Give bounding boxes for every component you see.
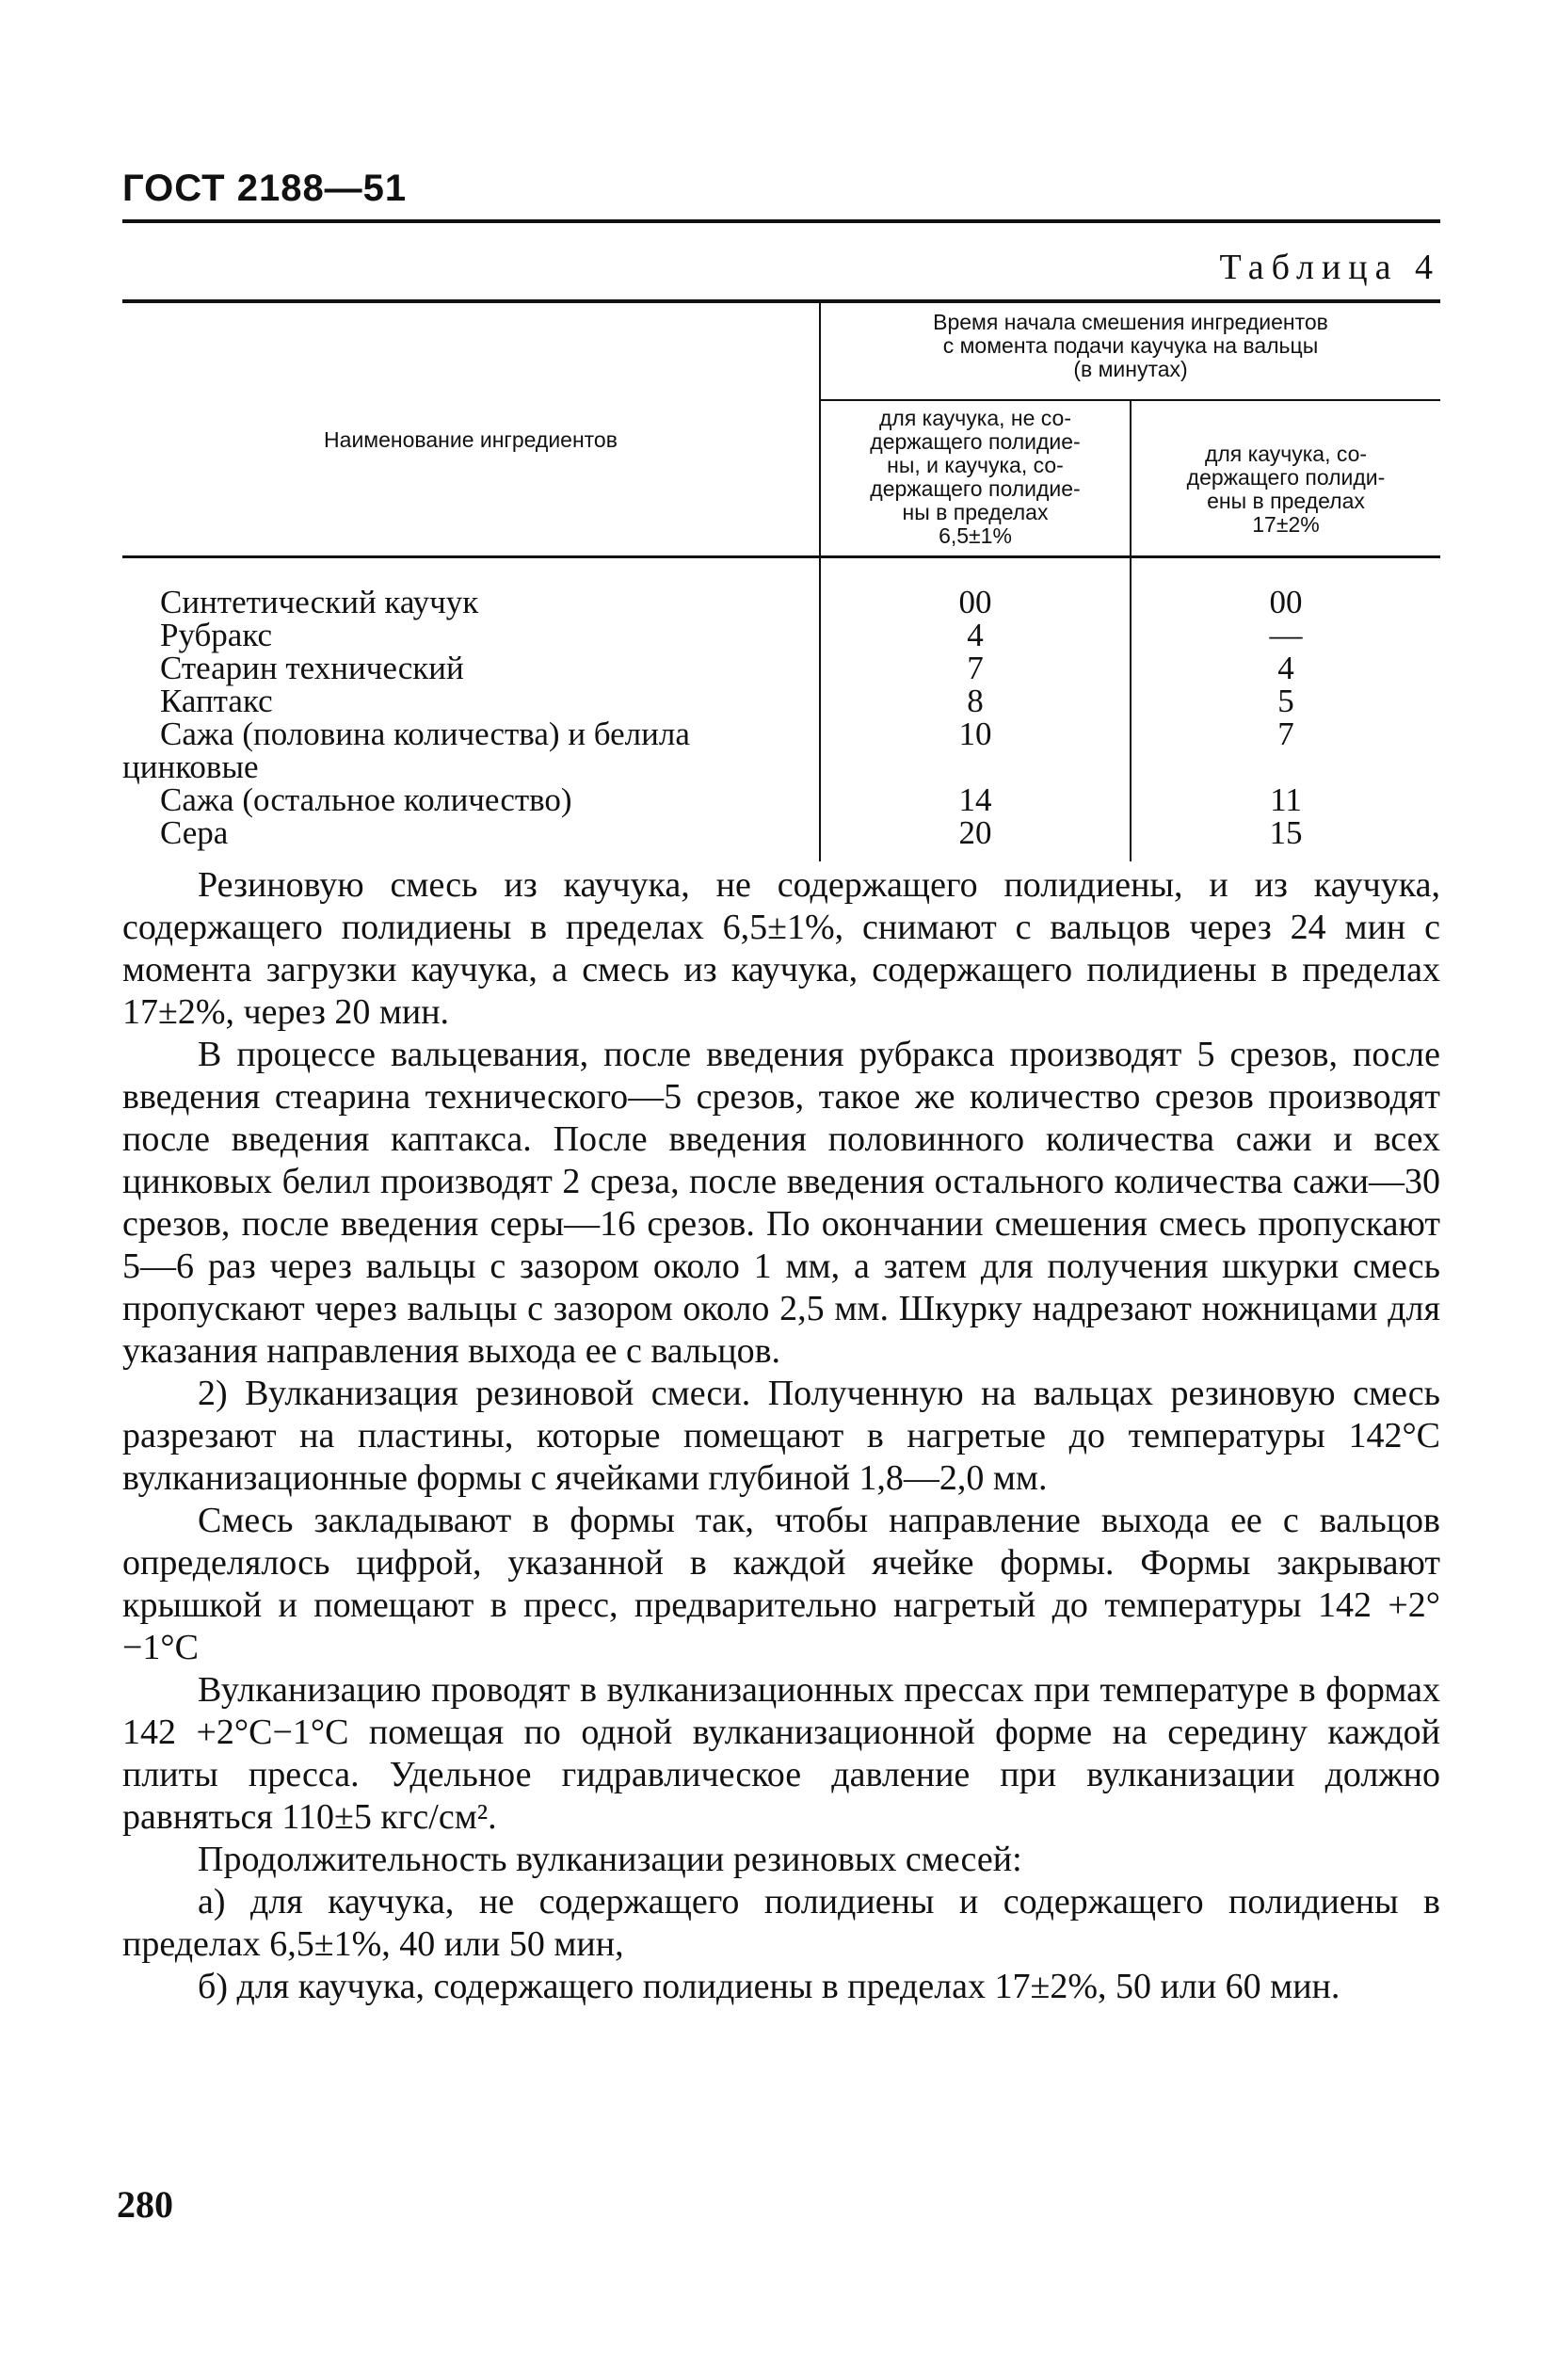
paragraph: Продолжительность вулканизации резиновых смесей:	[198, 1840, 1022, 1879]
time-value-col1: 00	[958, 584, 992, 620]
paragraph: б) для каучука, содержащего полидиены в пределах 17±2%, 50 или 60 мин.	[198, 1967, 1340, 2006]
time-value-col2: 00	[1269, 584, 1303, 620]
ingredient-name: Сажа (половина количества) и белила	[160, 716, 690, 752]
table-row	[122, 651, 1440, 684]
ingredient-name-continuation: цинковые	[122, 748, 259, 785]
page-number: 280	[117, 2183, 173, 2226]
time-value-col2: 4	[1277, 650, 1294, 686]
time-value-col2: 7	[1277, 716, 1294, 752]
paragraph: Резиновую смесь из каучука, не содержащего полидиены, и из каучука, содержащего полидиены в пределах 6,5±1%, снимают с вальцов через 24 мин с момента загрузки каучука, а смесь из каучука, содержащего полидиены в пределах 17±2%, через 20 мин.	[122, 865, 1440, 1032]
table-row	[122, 586, 1440, 619]
body-text	[122, 864, 1440, 2008]
table-row	[122, 816, 1440, 849]
paragraph: 2) Вулканизация резиновой смеси. Полученную на вальцах резиновую смесь разрезают на пластины, которые помещают в нагретые до температуры 142°С вулканизационные формы с ячейками глубиной 1,8—2,0 мм.	[122, 1374, 1440, 1498]
table-row	[122, 684, 1440, 717]
time-value-col1: 4	[967, 617, 984, 653]
table-header-col1: для каучука, не со- держащего полидие- ны, и каучука, со- держащего полидие- ны в пределах 6,5±1%	[870, 406, 1081, 548]
time-value-col2: 15	[1269, 814, 1303, 851]
table-row	[122, 783, 1440, 816]
time-value-col1: 14	[958, 781, 992, 818]
table-caption: Таблица 4	[1219, 248, 1440, 287]
paragraph: Смесь закладывают в формы так, чтобы направление выхода ее с вальцов определялось цифрой, указанной в каждой ячейке формы. Формы закрывают крышкой и помещают в пресс, предварительно нагретый до температуры 142 +2°−1°С	[122, 1501, 1440, 1667]
time-value-col2: —	[1269, 617, 1303, 653]
table-header-rule	[122, 555, 1440, 558]
ingredient-name: Рубракс	[160, 617, 273, 653]
time-value-col1: 7	[967, 650, 984, 686]
paragraph: В процессе вальцевания, после введения рубракса производят 5 срезов, после введения стеарина технического—5 срезов, такое же количество срезов производят после введения каптакса. После введения половинного количества сажи и всех цинковых белил производят 2 среза, после введения остального количества сажи—30 срезов, после введения серы—16 срезов. По окончании смешения смесь пропускают 5—6 раз через вальцы с зазором около 1 мм, а затем для получения шкурки смесь пропускают через вальцы с зазором около 2,5 мм. Шкурку надрезают ножницами для указания направления выхода ее с вальцов.	[122, 1035, 1440, 1371]
table-header-time: Время начала смешения ингредиентов с момента подачи каучука на вальцы (в минутах)	[933, 310, 1328, 381]
paragraph: Вулканизацию проводят в вулканизационных прессах при температуре в формах 142 +2°С−1°С помещая по одной вулканизационной форме на середину каждой плиты пресса. Удельное гидравлическое давление при вулканизации должно равняться 110±5 кгс/см².	[122, 1670, 1440, 1837]
time-value-col2: 11	[1270, 781, 1302, 818]
time-value-col2: 5	[1277, 683, 1294, 719]
document-header: ГОСТ 2188—51	[122, 168, 408, 209]
table-row	[122, 717, 1440, 783]
table-header-name: Наименование ингредиентов	[324, 427, 618, 452]
time-value-col1: 8	[967, 683, 984, 719]
ingredient-name: Сажа (остальное количество)	[160, 781, 572, 818]
paragraph: а) для каучука, не содержащего полидиены и содержащего полидиены в пределах 6,5±1%, 40 или 50 мин,	[122, 1882, 1440, 1964]
ingredient-name: Сера	[160, 814, 229, 851]
header-rule	[122, 219, 1440, 223]
table-header-col2: для каучука, со- держащего полиди- ены в пределах 17±2%	[1186, 442, 1386, 537]
ingredient-name: Каптакс	[160, 683, 273, 719]
ingredient-name: Синтетический каучук	[160, 584, 479, 620]
time-value-col1: 10	[958, 716, 992, 752]
table-body	[122, 586, 1440, 849]
time-value-col1: 20	[958, 814, 992, 851]
table-row	[122, 619, 1440, 651]
ingredient-name: Стеарин технический	[160, 650, 464, 686]
table-top-rule	[122, 299, 1440, 303]
